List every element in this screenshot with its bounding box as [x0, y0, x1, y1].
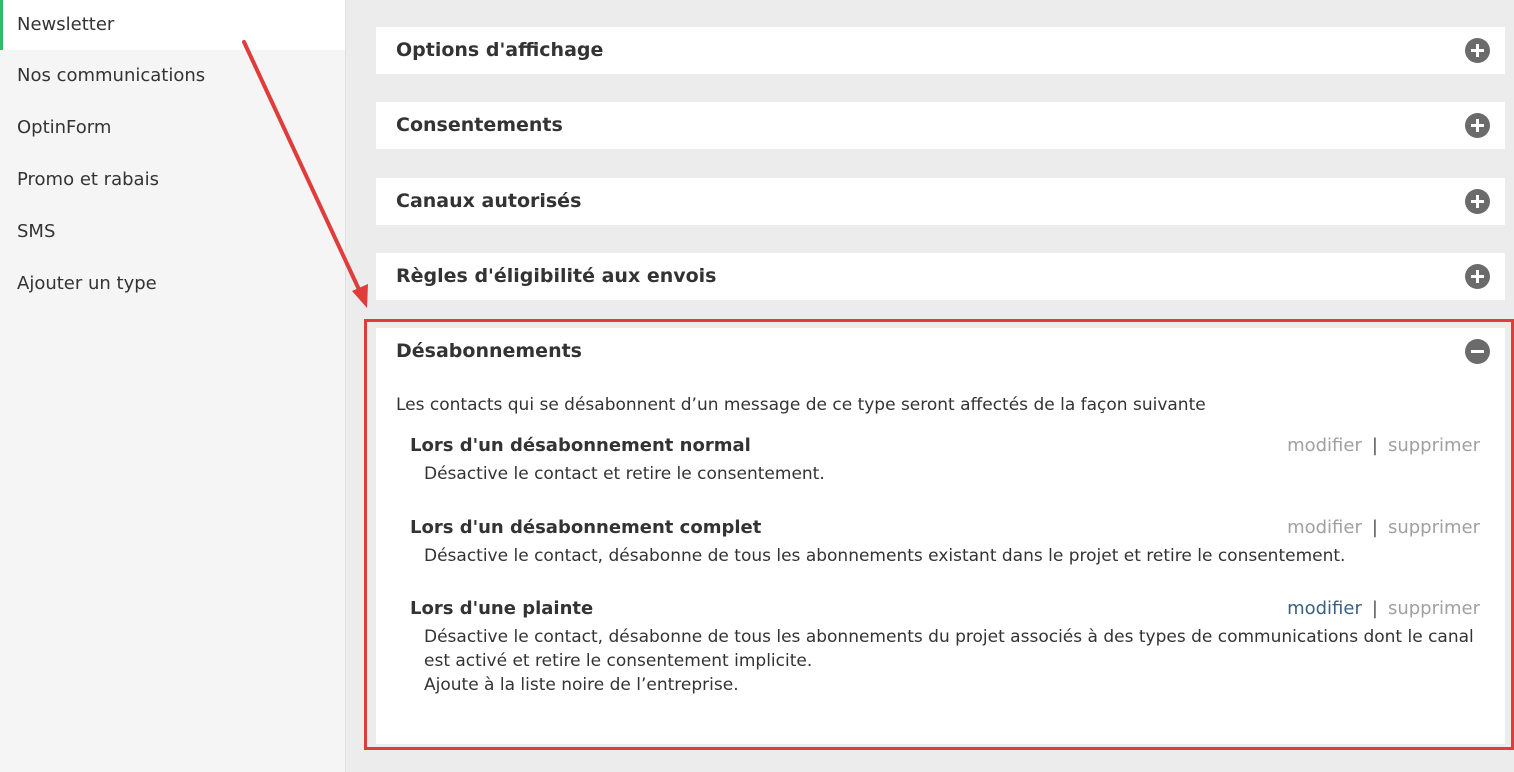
plus-circle-icon[interactable] — [1465, 38, 1490, 63]
rule-actions — [1287, 435, 1480, 456]
rule-description-line: Désactive le contact, désabonne de tous les abonnements du projet associés à des types de communications dont le canal — [424, 627, 1474, 647]
sidebar-item-label: Nos communications — [17, 65, 206, 86]
panel-regles-eligibilite[interactable] — [376, 253, 1505, 300]
panel-desabonnements — [376, 328, 1505, 744]
minus-circle-icon[interactable] — [1465, 339, 1490, 364]
rule-complaint — [410, 598, 1480, 708]
panel-title[interactable]: Désabonnements — [396, 340, 582, 362]
unsubscribe-intro-text: Les contacts qui se désabonnent d’un message de ce type seront affectés de la façon suivante — [396, 395, 1206, 415]
action-separator: | — [1371, 435, 1378, 456]
sidebar-item-label: Newsletter — [17, 14, 115, 35]
rule-actions — [1287, 517, 1480, 538]
rule-description-line: Désactive le contact, désabonne de tous les abonnements existant dans le projet et retire le consentement. — [424, 546, 1346, 566]
rule-description-line: est activé et retire le consentement implicite. — [424, 651, 813, 671]
rule-description-line: Ajoute à la liste noire de l’entreprise. — [424, 675, 739, 695]
panel-title: Canaux autorisés — [396, 190, 582, 212]
sidebar-item-optinform[interactable] — [0, 102, 345, 154]
rule-description — [424, 625, 1474, 697]
rule-actions — [1287, 598, 1480, 619]
delete-link[interactable]: supprimer — [1387, 435, 1480, 456]
sidebar-item-label: OptinForm — [17, 117, 112, 138]
sidebar-item-sms[interactable] — [0, 206, 345, 258]
sidebar-item-nos-communications[interactable] — [0, 50, 345, 102]
rule-normal-unsubscribe — [410, 435, 1480, 495]
panel-title: Consentements — [396, 114, 563, 136]
panel-title: Règles d'éligibilité aux envois — [396, 265, 717, 287]
sidebar-item-label: Promo et rabais — [17, 169, 159, 190]
rule-description — [424, 544, 1474, 568]
sidebar-item-label: SMS — [17, 221, 56, 242]
sidebar-item-promo-et-rabais[interactable] — [0, 154, 345, 206]
edit-link[interactable]: modifier — [1287, 517, 1362, 538]
rule-description-line: Désactive le contact et retire le consentement. — [424, 464, 825, 484]
plus-circle-icon[interactable] — [1465, 264, 1490, 289]
panel-title: Options d'affichage — [396, 39, 604, 61]
rule-title: Lors d'un désabonnement normal — [410, 435, 751, 456]
action-separator: | — [1371, 517, 1378, 538]
action-separator: | — [1371, 598, 1378, 619]
edit-link[interactable]: modifier — [1287, 435, 1362, 456]
plus-circle-icon[interactable] — [1465, 189, 1490, 214]
delete-link[interactable]: supprimer — [1387, 598, 1480, 619]
sidebar-item-newsletter[interactable] — [0, 0, 345, 50]
panel-canaux-autorises[interactable] — [376, 178, 1505, 225]
panel-consentements[interactable] — [376, 102, 1505, 149]
delete-link[interactable]: supprimer — [1387, 517, 1480, 538]
edit-link[interactable]: modifier — [1287, 598, 1362, 619]
sidebar-item-ajouter-un-type[interactable] — [0, 258, 345, 310]
plus-circle-icon[interactable] — [1465, 113, 1490, 138]
rule-description — [424, 462, 1474, 486]
rule-title: Lors d'une plainte — [410, 598, 594, 619]
rule-complete-unsubscribe — [410, 517, 1480, 577]
panel-options-affichage[interactable] — [376, 27, 1505, 74]
sidebar — [0, 0, 346, 772]
sidebar-item-label: Ajouter un type — [17, 273, 157, 294]
rule-title: Lors d'un désabonnement complet — [410, 517, 762, 538]
